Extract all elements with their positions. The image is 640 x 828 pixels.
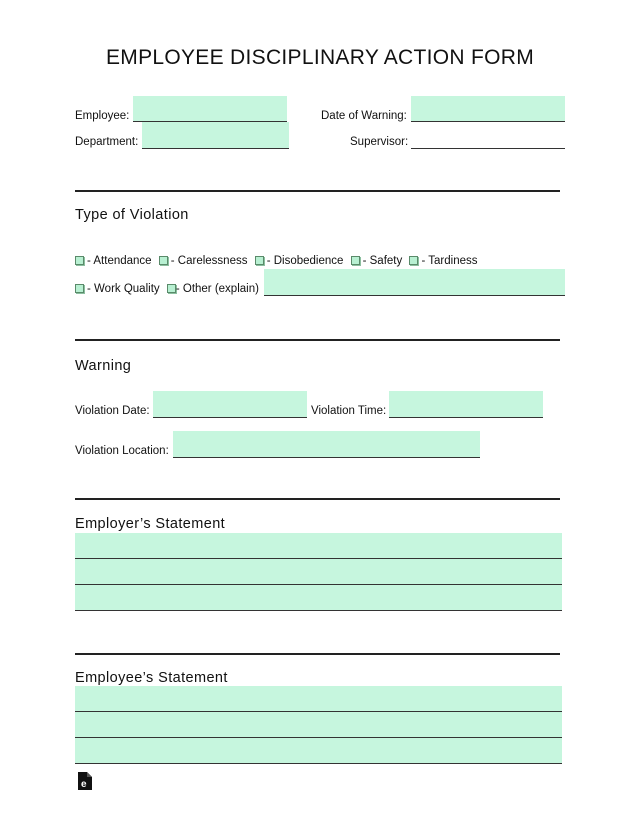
employer-statement-heading: Employer’s Statement	[75, 516, 226, 532]
svg-text:e: e	[81, 779, 87, 790]
checkbox-carelessness[interactable]	[159, 256, 168, 265]
checkbox-attendance[interactable]	[75, 256, 84, 265]
employer-statement-line[interactable]	[75, 585, 562, 611]
employee-statement-line[interactable]	[75, 712, 562, 738]
violation-location-label: Violation Location:	[75, 445, 169, 457]
employee-statement-line[interactable]	[75, 686, 562, 712]
option-tardiness-label: - Tardiness	[421, 255, 478, 267]
department-label: Department:	[75, 136, 139, 148]
violation-location-field[interactable]	[173, 431, 480, 458]
option-disobedience-label: - Disobedience	[266, 255, 344, 267]
violation-date-label: Violation Date:	[75, 405, 150, 417]
section-divider	[75, 190, 560, 192]
violation-time-label: Violation Time:	[311, 405, 387, 417]
checkbox-safety[interactable]	[351, 256, 360, 265]
esign-logo-icon	[78, 772, 92, 790]
checkbox-work-quality[interactable]	[75, 284, 84, 293]
option-safety-label: - Safety	[362, 255, 403, 267]
employee-field[interactable]	[133, 96, 287, 122]
option-attendance-label: - Attendance	[87, 255, 152, 267]
checkbox-disobedience[interactable]	[255, 256, 264, 265]
violation-time-field[interactable]	[389, 391, 543, 418]
employer-statement-line[interactable]	[75, 533, 562, 559]
section-divider	[75, 339, 560, 341]
option-other-label: - Other (explain)	[175, 283, 259, 295]
date-of-warning-field[interactable]	[411, 96, 565, 122]
violation-options-row-2	[75, 283, 263, 295]
employer-statement-line[interactable]	[75, 559, 562, 585]
supervisor-field[interactable]	[411, 148, 565, 149]
supervisor-label: Supervisor:	[350, 136, 409, 148]
employee-label: Employee:	[75, 110, 130, 122]
warning-heading: Warning	[75, 358, 132, 374]
violation-date-field[interactable]	[153, 391, 307, 418]
other-explain-field[interactable]	[264, 269, 565, 296]
section-divider	[75, 653, 560, 655]
checkbox-tardiness[interactable]	[409, 256, 418, 265]
option-carelessness-label: - Carelessness	[170, 255, 248, 267]
employee-statement-line[interactable]	[75, 738, 562, 764]
violation-heading: Type of Violation	[75, 207, 189, 223]
violation-options-row-1	[75, 255, 482, 267]
date-of-warning-label: Date of Warning:	[321, 110, 407, 122]
option-work-quality-label: - Work Quality	[87, 283, 160, 295]
employee-statement-heading: Employee’s Statement	[75, 670, 228, 686]
checkbox-other[interactable]	[167, 284, 176, 293]
section-divider	[75, 498, 560, 500]
form-title: EMPLOYEE DISCIPLINARY ACTION FORM	[105, 46, 535, 69]
department-field[interactable]	[142, 122, 289, 149]
